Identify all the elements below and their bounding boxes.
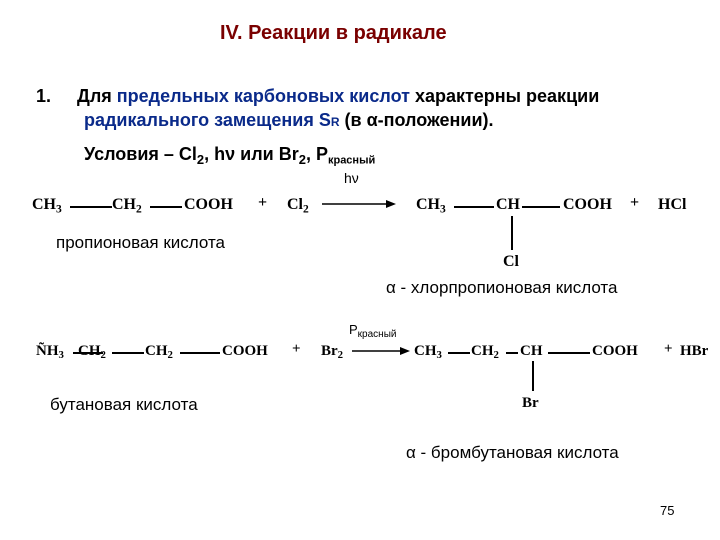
chem-cooh: COOH xyxy=(592,343,638,359)
chem-ch3: $CH_3$ xyxy=(414,343,442,362)
slide-title: IV. Реакции в радикале xyxy=(220,22,447,44)
product-name: α - бромбутановая кислота xyxy=(406,443,619,462)
chem-br: Br xyxy=(522,395,539,411)
sr-symbol: S xyxy=(318,110,331,130)
reactant-name: пропионовая кислота xyxy=(56,233,226,252)
sr-subscript: R xyxy=(330,115,340,129)
reaction-arrow xyxy=(352,345,410,357)
item1-line2 xyxy=(84,110,494,131)
catalyst-label: $P_{красный}$ xyxy=(349,322,397,340)
text-segment: , hν или Br xyxy=(204,144,299,164)
bond-line xyxy=(180,352,220,354)
item1-line1 xyxy=(77,86,599,107)
bond-line xyxy=(522,206,560,208)
text-segment: Для xyxy=(77,86,117,106)
text-segment: характерны реакции xyxy=(409,86,600,106)
plus-sign: + xyxy=(630,194,640,211)
bond-line xyxy=(448,352,470,354)
bond-line xyxy=(454,206,494,208)
subscript: 2 xyxy=(196,151,205,167)
product-name: α - хлорпропионовая кислота xyxy=(386,278,618,297)
chem-ch: CH xyxy=(496,196,520,213)
reaction-arrow xyxy=(322,198,396,210)
chem-cooh: COOH xyxy=(563,196,612,213)
conditions-line xyxy=(84,144,375,165)
bond-line xyxy=(511,216,513,250)
chem-ch2: $CH_2$ xyxy=(145,343,173,362)
reactant-name: бутановая кислота xyxy=(50,395,198,414)
bond-line xyxy=(532,361,534,391)
plus-sign: + xyxy=(292,341,301,357)
bond-line xyxy=(112,352,144,354)
chem-ch3: $CH_3$ xyxy=(32,196,62,216)
bond-line xyxy=(150,206,182,208)
catalyst-label: hν xyxy=(344,170,359,186)
chem-hcl: HCl xyxy=(658,196,687,213)
chem-ch3: $ÑH_3$ xyxy=(36,343,64,362)
chem-ch2: $CH_2$ xyxy=(471,343,499,362)
chem-ch3: $CH_3$ xyxy=(416,196,446,216)
chem-cl2: $Cl_2$ xyxy=(287,196,309,216)
plus-sign: + xyxy=(664,341,673,357)
highlight-text: радикального замещения xyxy=(84,110,319,130)
chem-cl: Cl xyxy=(503,253,519,270)
bond-line xyxy=(548,352,590,354)
bond-line xyxy=(70,206,112,208)
page-number: 75 xyxy=(660,503,675,518)
subscript: красный xyxy=(327,154,376,167)
bond-line xyxy=(506,352,518,354)
chem-br2: $Br_2$ xyxy=(321,343,344,362)
chem-hbr: HBr xyxy=(680,343,709,359)
chem-ch2: $CH_2$ xyxy=(78,343,106,362)
text-segment: Условия – Cl xyxy=(84,144,197,164)
chem-ch: CH xyxy=(520,343,543,359)
subscript: 2 xyxy=(298,151,306,167)
text-segment: (в α-положении). xyxy=(339,110,494,130)
text-segment: , P xyxy=(305,144,328,164)
chem-ch2: $CH_2$ xyxy=(112,196,142,216)
highlight-text: предельных карбоновых кислот xyxy=(116,86,410,106)
plus-sign: + xyxy=(258,194,268,211)
chem-cooh: COOH xyxy=(184,196,233,213)
chem-cooh: COOH xyxy=(222,343,268,359)
list-number: 1. xyxy=(36,86,52,106)
